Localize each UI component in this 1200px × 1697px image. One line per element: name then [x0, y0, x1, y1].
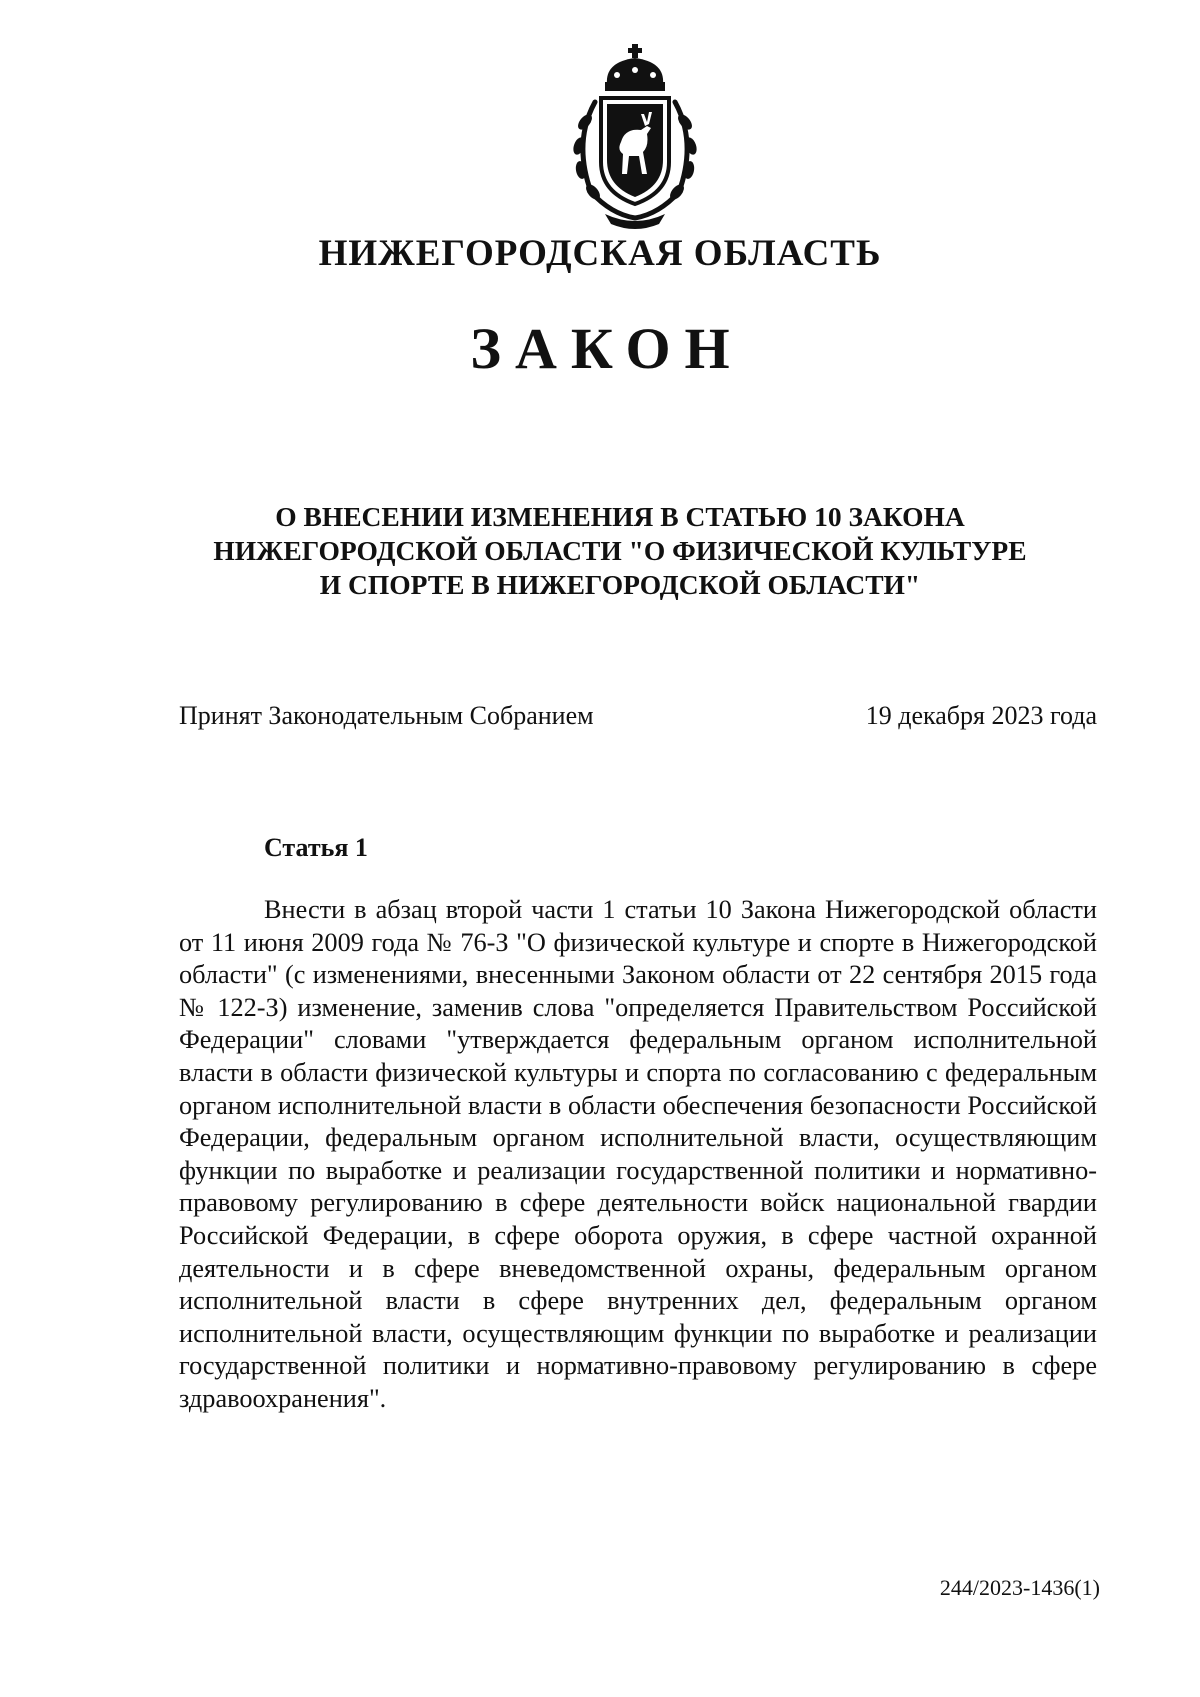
region-name: НИЖЕГОРОДСКАЯ ОБЛАСТЬ — [318, 233, 882, 274]
document-title — [150, 500, 1090, 602]
adoption-date: 19 декабря 2023 года — [865, 701, 1097, 730]
coat-of-arms-icon — [555, 42, 715, 232]
document-type: ЗАКОН — [470, 316, 744, 381]
article-text: Внести в абзац второй части 1 статьи 10 Закона Нижегородской области от 11 июня 2009 года № 76-З "О физической культуре и спорте в Нижегородской области" (с изменениями, внесенными Законом области от 22 сентября 2015 года № 122-З) изменение, заменив слова "определяется Правительством Российской Федерации" словами "утверждается федеральным органом исполнительной власти в области физической культуры и спорта по согласованию с федеральным органом исполнительной власти в области обеспечения безопасности Российской Федерации, федеральным органом исполнительной власти, осуществляющим функции по выработке и реализации государственной политики и нормативно-правовому регулированию в сфере деятельности войск национальной гвардии Российской Федерации, в сфере оборота оружия, в сфере частной охранной деятельности и в сфере вневедомственной охраны, федеральным органом исполнительной власти в сфере внутренних дел, федеральным органом исполнительной власти, осуществляющим функции по выработке и реализации государственной политики и нормативно-правовому регулированию в сфере здравоохранения". — [179, 895, 1097, 1413]
registration-number: 244/2023-1436(1) — [939, 1575, 1100, 1600]
adoption-info — [179, 701, 1097, 731]
title-line: О ВНЕСЕНИИ ИЗМЕНЕНИЯ В СТАТЬЮ 10 ЗАКОНА — [275, 501, 965, 532]
adoption-label: Принят Законодательным Собранием — [179, 701, 594, 730]
title-line: НИЖЕГОРОДСКОЙ ОБЛАСТИ "О ФИЗИЧЕСКОЙ КУЛЬТУРЕ — [213, 535, 1027, 566]
title-line: И СПОРТЕ В НИЖЕГОРОДСКОЙ ОБЛАСТИ" — [319, 569, 921, 600]
article-heading: Статья 1 — [264, 833, 368, 862]
